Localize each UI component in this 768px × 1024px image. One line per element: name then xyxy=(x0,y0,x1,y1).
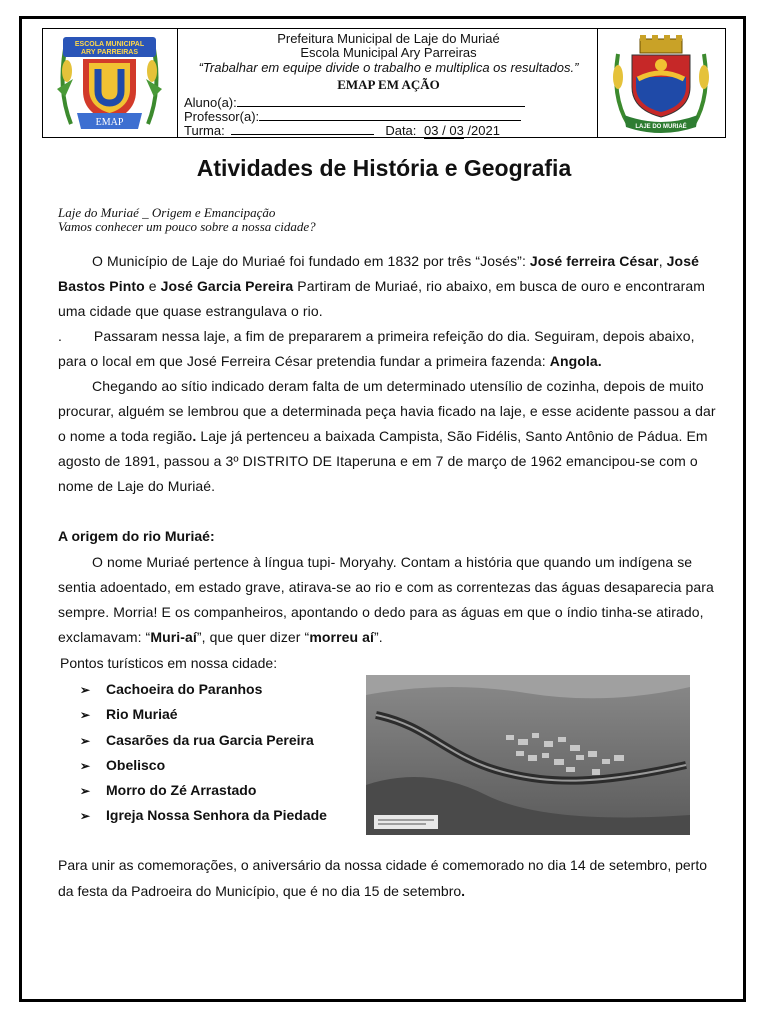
school-header xyxy=(42,28,726,138)
list-item: ➢ Morro do Zé Arrastado xyxy=(80,778,327,803)
city-hall-name: Prefeitura Municipal de Laje do Muriaé xyxy=(277,31,500,46)
class-blank[interactable] xyxy=(231,123,374,135)
date-sep: / xyxy=(438,123,450,138)
date-day: 03 xyxy=(424,123,439,138)
logo-text-mid: ARY PARREIRAS xyxy=(80,49,139,56)
school-logo-icon xyxy=(43,29,176,135)
student-label: Aluno(a): xyxy=(184,95,237,110)
history-text xyxy=(58,249,718,499)
header-info xyxy=(178,29,599,137)
closing-paragraph: Para unir as comemorações, o aniversário da nossa cidade é comemorado no dia 14 de setembro, perto da festa da Padroeira do Município, que é no dia 15 de setembro. xyxy=(58,857,708,899)
paragraph-journey: . Passaram nessa laje, a fim de prepararem a primeira refeição do dia. Seguiram, depois abaixo, para o local em que José Ferreira César pretendia fundar a primeira fazenda: Angola. xyxy=(58,328,699,369)
teacher-blank[interactable] xyxy=(259,109,521,121)
school-slogan: “Trabalhar em equipe divide o trabalho e multiplica os resultados.” xyxy=(198,60,579,75)
school-logo-cell xyxy=(43,29,178,137)
river-text xyxy=(58,550,718,650)
section-title: A origem do rio Muriaé: xyxy=(58,528,215,544)
date-year: /2021 xyxy=(463,123,500,138)
tourist-spots-list xyxy=(80,677,327,829)
student-blank[interactable] xyxy=(237,95,525,107)
class-date-field[interactable] xyxy=(184,123,500,138)
arrow-bullet-icon: ➢ xyxy=(80,683,91,697)
list-item: ➢ Cachoeira do Paranhos xyxy=(80,677,327,702)
list-item: ➢ Igreja Nossa Senhora da Piedade xyxy=(80,803,327,828)
arrow-bullet-icon: ➢ xyxy=(80,809,91,824)
arrow-bullet-icon: ➢ xyxy=(80,708,91,723)
logo-text-top: ESCOLA MUNICIPAL xyxy=(74,41,145,48)
page-title: Atividades de História e Geografia xyxy=(196,155,572,181)
list-item: ➢ Casarões da rua Garcia Pereira xyxy=(80,728,327,753)
arrow-bullet-icon: ➢ xyxy=(80,784,91,799)
coat-of-arms-text: LAJE DO MURIAÉ xyxy=(635,124,687,130)
coat-of-arms-icon xyxy=(598,29,724,135)
student-field[interactable] xyxy=(184,95,525,110)
arrow-bullet-icon: ➢ xyxy=(80,733,91,748)
paragraph-founding: O Município de Laje do Muriaé foi fundado em 1832 por três “Josés”: José ferreira César, José Bastos Pinto e José Garcia Pereira Partiram de Muriaé, rio abaixo, em busca de ouro e encontraram uma cidade que quase estrangulava o rio. xyxy=(58,253,706,319)
date-value[interactable] xyxy=(424,123,464,139)
teacher-field[interactable] xyxy=(184,109,521,124)
teacher-label: Professor(a): xyxy=(184,109,260,124)
class-label: Turma: xyxy=(184,123,225,138)
date-label: Data: xyxy=(385,123,417,138)
project-name: EMAP EM AÇÃO xyxy=(337,77,440,92)
paragraph-river-origin: O nome Muriaé pertence à língua tupi- Moryahy. Contam a história que quando um indígena se sentia adoentado, em estado grave, atirava-se ao rio e com as correntezas das águas desaparecia para sempre. Morria! E os companheiros, apontando o dedo para as águas em que o índio tinha-se atirado, exclamavam: “Muri-aí”, que quer dizer “morreu aí”. xyxy=(58,554,714,645)
topic-question: Vamos conhecer um pouco sobre a nossa cidade? xyxy=(58,219,316,234)
date-month: 03 xyxy=(449,123,464,138)
tourist-spots-heading: Pontos turísticos em nossa cidade: xyxy=(60,655,278,671)
list-item: ➢ Rio Muriaé xyxy=(80,702,327,727)
aerial-city-photo xyxy=(366,675,690,835)
list-item: ➢ Obelisco xyxy=(80,753,327,778)
school-name: Escola Municipal Ary Parreiras xyxy=(300,45,477,60)
paragraph-naming: Chegando ao sítio indicado deram falta de um determinado utensílio de cozinha, depois de muito procurar, alguém se lembrou que a determinada peça havia ficado na laje, e esse acidente passou a dar o nome a toda região. Laje já pertenceu a baixada Campista, São Fidélis, Santo Antônio de Pádua. Em agosto de 1891, passou a 3º DISTRITO DE Itaperuna e em 7 de março de 1962 emancipou-se com o nome de Laje do Muriaé. xyxy=(58,378,716,494)
arrow-bullet-icon: ➢ xyxy=(80,758,91,773)
logo-text-bottom: EMAP xyxy=(95,117,124,128)
aerial-photo-image xyxy=(366,675,690,835)
topic-subtitle: Laje do Muriaé _ Origem e Emancipação xyxy=(58,205,276,220)
city-coat-of-arms-cell xyxy=(597,29,725,137)
